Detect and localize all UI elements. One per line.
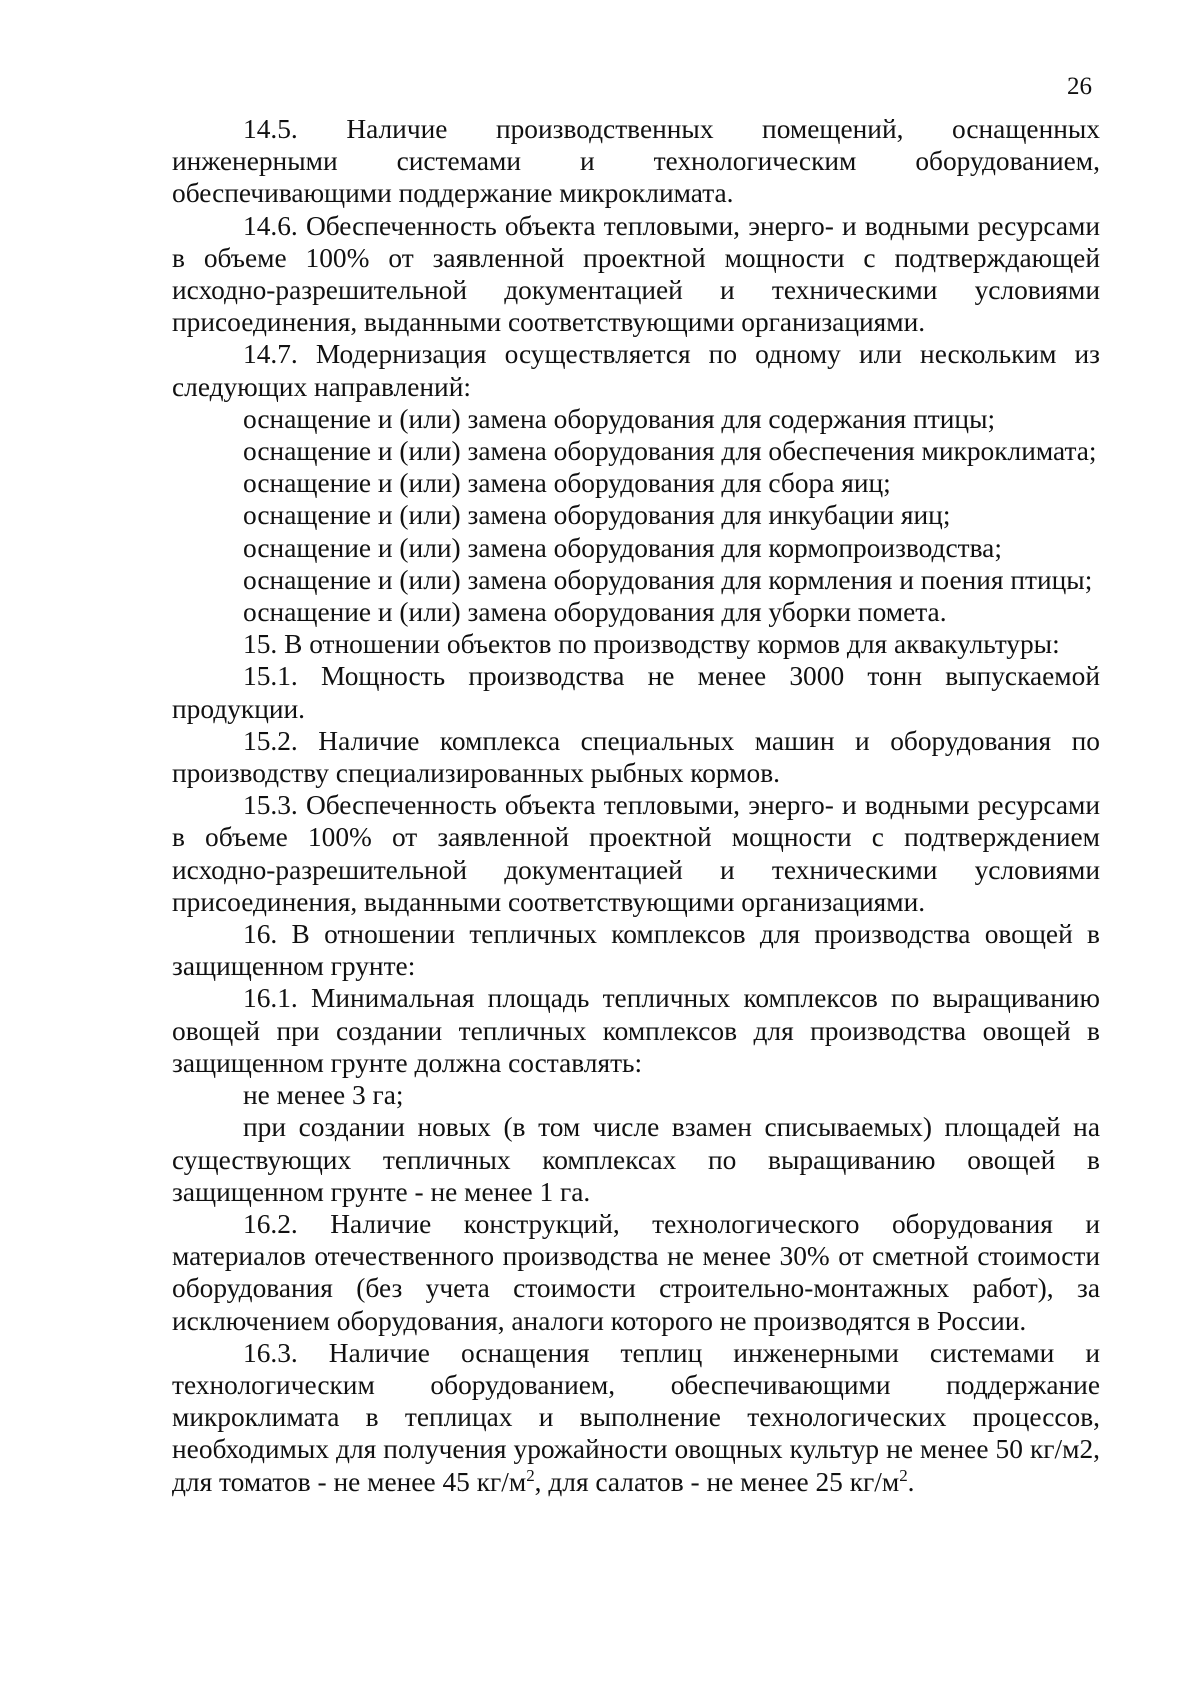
superscript-2: 2 — [526, 1465, 535, 1485]
paragraph-14-5: 14.5. Наличие производственных помещений, оснащенных инженерными системами и технологическим оборудованием, обеспечивающими поддержание микроклимата. — [172, 114, 1100, 209]
list-item-poultry-housing: оснащение и (или) замена оборудования для содержания птицы; — [243, 403, 996, 434]
paragraph-16-3-text-c: . — [907, 1466, 915, 1497]
paragraph-min-3-ha: не менее 3 га; — [243, 1080, 404, 1111]
paragraph-15-2: 15.2. Наличие комплекса специальных машин и оборудования по производству специализированных рыбных кормов. — [172, 725, 1100, 789]
paragraph-16-3-text-a: 16.3. Наличие оснащения теплиц инженерными системами и технологическим оборудованием, обеспечивающими поддержание микроклимата в теплицах и выполнение технологических процессов, необходимых для получения урожайности овощных культур не менее 50 кг/м2, для томатов - не менее 45 кг/м — [172, 1337, 1100, 1497]
paragraph-new-areas: при создании новых (в том числе взамен списываемых) площадей на существующих тепличных комплексах по выращиванию овощей в защищенном грунте - не менее 1 га. — [172, 1112, 1100, 1207]
list-item-egg-incubation: оснащение и (или) замена оборудования для инкубации яиц; — [243, 500, 951, 531]
paragraph-14-7: 14.7. Модернизация осуществляется по одному или нескольким из следующих направлений: — [172, 339, 1100, 402]
paragraph-15-3: 15.3. Обеспеченность объекта тепловыми, энерго- и водными ресурсами в объеме 100% от заявленной проектной мощности с подтверждением исходно-разрешительной документацией и техническими условиями присоединения, выданными соответствующими организациями. — [172, 790, 1100, 917]
paragraph-16-2: 16.2. Наличие конструкций, технологического оборудования и материалов отечественного производства не менее 30% от сметной стоимости оборудования (без учета стоимости строительно-монтажных работ), за исключением оборудования, аналоги которого не производятся в России. — [172, 1208, 1100, 1336]
paragraph-16-3 — [172, 1337, 1100, 1498]
list-item-egg-collection: оснащение и (или) замена оборудования для сбора яиц; — [243, 468, 891, 499]
page-number: 26 — [1067, 73, 1092, 100]
document-body — [172, 113, 1100, 1498]
paragraph-16-1: 16.1. Минимальная площадь тепличных комплексов по выращиванию овощей при создании тепличных комплексов для производства овощей в защищенном грунте должна составлять: — [172, 983, 1100, 1078]
paragraph-15-1: 15.1. Мощность производства не менее 3000 тонн выпускаемой продукции. — [172, 661, 1100, 724]
paragraph-16: 16. В отношении тепличных комплексов для производства овощей в защищенном грунте: — [172, 919, 1100, 982]
paragraph-14-6: 14.6. Обеспеченность объекта тепловыми, энерго- и водными ресурсами в объеме 100% от заявленной проектной мощности с подтверждающей исходно-разрешительной документацией и техническими условиями присоединения, выданными соответствующими организациями. — [172, 210, 1100, 338]
list-item-manure-removal: оснащение и (или) замена оборудования для уборки помета. — [243, 597, 947, 628]
list-item-feed-production: оснащение и (или) замена оборудования для кормопроизводства; — [243, 532, 1002, 563]
paragraph-16-3-text-b: , для салатов - не менее 25 кг/м — [534, 1466, 900, 1497]
list-item-microclimate: оснащение и (или) замена оборудования для обеспечения микроклимата; — [243, 436, 1097, 467]
superscript-2: 2 — [899, 1465, 908, 1485]
paragraph-15: 15. В отношении объектов по производству кормов для аквакультуры: — [243, 629, 1060, 660]
list-item-feeding-watering: оснащение и (или) замена оборудования для кормления и поения птицы; — [243, 564, 1093, 595]
